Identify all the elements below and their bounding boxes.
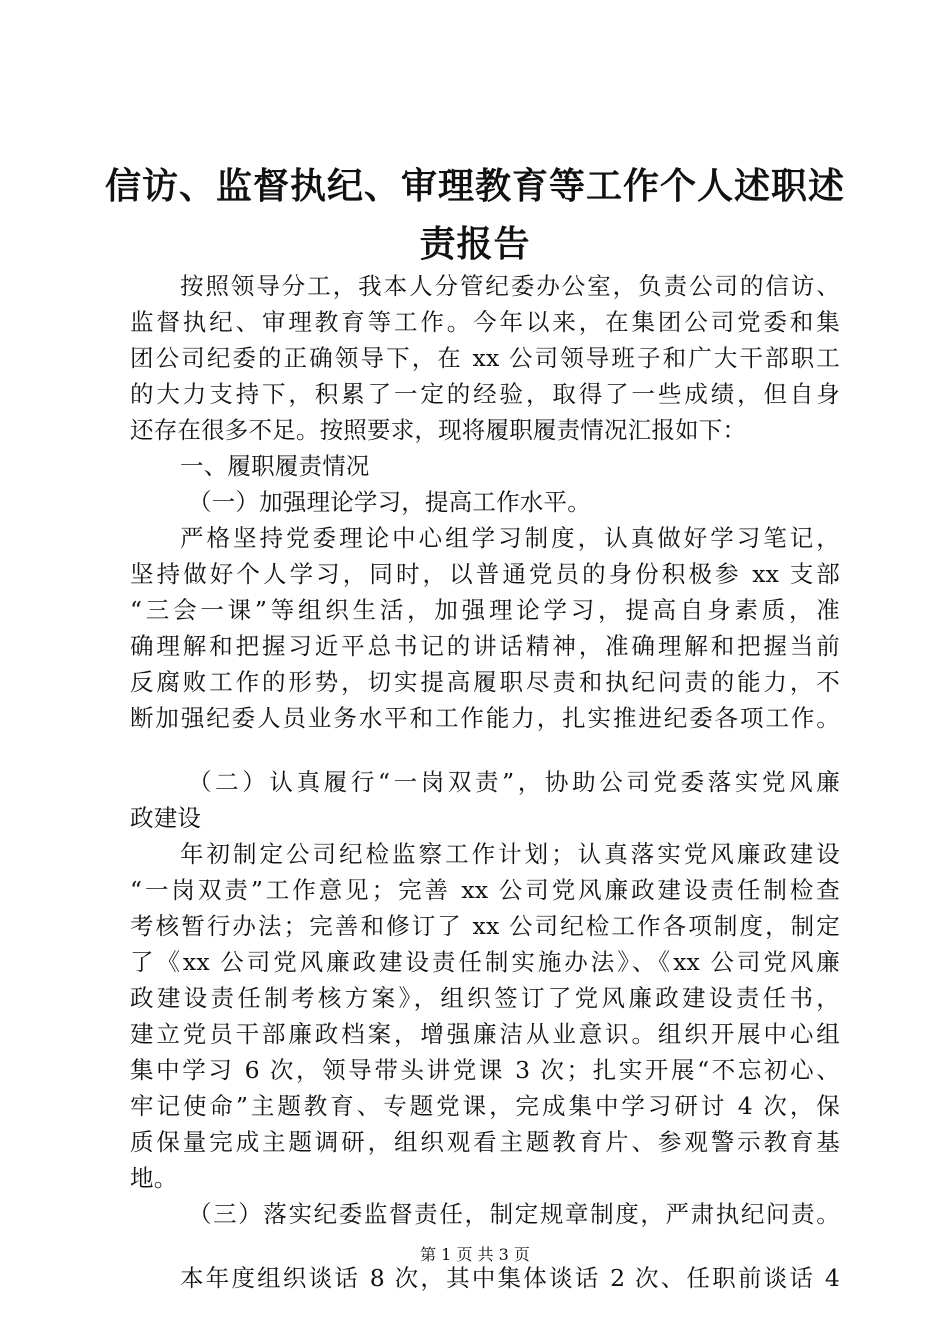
document-title-line-1: 信访、监督执纪、审理教育等工作个人述职述 [104, 165, 845, 207]
paragraph-gap [130, 736, 840, 764]
document-title-line-2: 责报告 [419, 223, 531, 265]
section-heading: 一、履职履责情况 [180, 452, 370, 480]
subsection-heading: （一）加强理论学习，提高工作水平。 [188, 488, 591, 516]
page-number-footer: 第 1 页 共 3 页 [420, 1245, 530, 1264]
text-line: “一岗双责”工作意见；完善 xx 公司党风廉政建设责任制检查 [130, 876, 840, 904]
text-line: 按照领导分工，我本人分管纪委办公室，负责公司的信访、 [180, 272, 840, 300]
text-line: 建立党员干部廉政档案，增强廉洁从业意识。组织开展中心组 [130, 1020, 840, 1048]
text-line: 坚持做好个人学习，同时，以普通党员的身份积极参 xx 支部 [130, 560, 840, 588]
text-line: 年初制定公司纪检监察工作计划；认真落实党风廉政建设 [180, 840, 840, 868]
text-line: 政建设责任制考核方案》，组织签订了党风廉政建设责任书， [130, 984, 840, 1012]
text-line: 监督执纪、审理教育等工作。今年以来，在集团公司党委和集 [130, 308, 840, 336]
subsection-heading-3: （三）落实纪委监督责任，制定规章制度，严肃执纪问责。 [188, 1200, 840, 1228]
text-line: 质保量完成主题调研，组织观看主题教育片、参观警示教育基 [130, 1128, 840, 1156]
text-line: 的大力支持下，积累了一定的经验，取得了一些成绩，但自身 [130, 380, 840, 408]
paragraph-talks: 本年度组织谈话 8 次，其中集体谈话 2 次、任职前谈话 4 [180, 1264, 840, 1292]
text-line: 地。 [130, 1164, 178, 1192]
text-line: 政建设 [130, 804, 202, 832]
text-line: 牢记使命”主题教育、专题党课，完成集中学习研讨 4 次，保 [130, 1092, 840, 1120]
text-line: 了《xx 公司党风廉政建设责任制实施办法》、《xx 公司党风廉 [130, 948, 840, 976]
text-line: （二）认真履行“一岗双责”，协助公司党委落实党风廉 [188, 768, 840, 796]
text-line: 严格坚持党委理论中心组学习制度，认真做好学习笔记， [180, 524, 840, 552]
text-line: 确理解和把握习近平总书记的讲话精神，准确理解和把握当前 [130, 632, 840, 660]
text-line: 团公司纪委的正确领导下，在 xx 公司领导班子和广大干部职工 [130, 344, 840, 372]
document-body [130, 268, 840, 1296]
paragraph-intro [130, 268, 840, 448]
text-line: 反腐败工作的形势，切实提高履职尽责和执纪问责的能力，不 [130, 668, 840, 696]
text-line: 还存在很多不足。按照要求，现将履职履责情况汇报如下： [130, 416, 747, 444]
paragraph-responsibility [130, 836, 840, 1196]
text-line: 集中学习 6 次，领导带头讲党课 3 次；扎实开展“不忘初心、 [130, 1056, 840, 1084]
paragraph-study [130, 520, 840, 736]
text-line: “三会一课”等组织生活，加强理论学习，提高自身素质，准 [130, 596, 840, 624]
subsection-heading-2 [130, 764, 840, 836]
text-line: 考核暂行办法；完善和修订了 xx 公司纪检工作各项制度，制定 [130, 912, 840, 940]
text-line: 断加强纪委人员业务水平和工作能力，扎实推进纪委各项工作。 [130, 704, 840, 732]
